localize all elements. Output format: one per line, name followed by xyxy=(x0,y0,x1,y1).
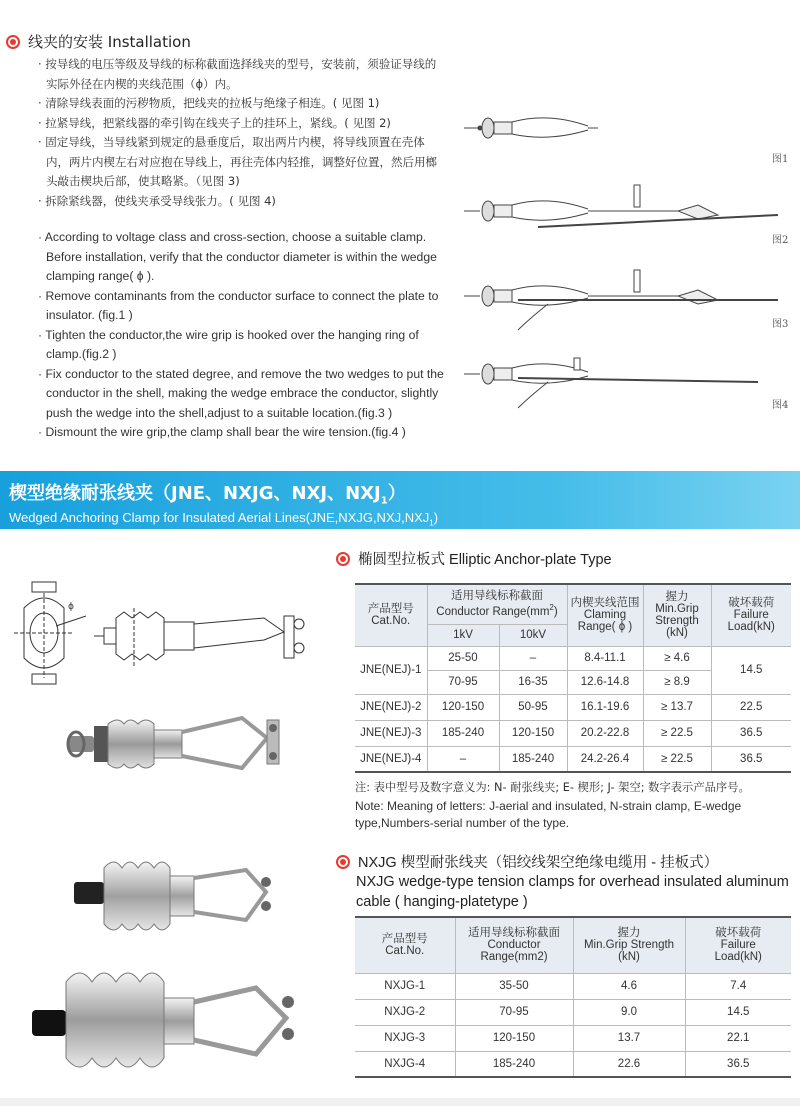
red-target-bullet-icon xyxy=(6,35,20,49)
installation-diagram xyxy=(458,100,798,430)
nxjg-title xyxy=(336,851,718,872)
step-en-4: · Fix conductor to the stated degree, and remove the two wedges to put the conductor in the shell, making the wedge embrace the conductor, slightly push the wedge into the shell,adjust to a suitable location.(fig.3 ) xyxy=(38,366,444,420)
clamp-technical-drawing xyxy=(14,578,334,692)
elliptic-title xyxy=(336,548,612,569)
step-cn-1: · 按导线的电压等级及导线的标称截面选择线夹的型号，安装前，须验证导线的实际外径在内楔的夹线范围（ϕ）内。 xyxy=(38,57,437,91)
installation-steps-en xyxy=(38,228,446,443)
note-cn: 注: 表中型号及数字意义为: N- 耐张线夹; E- 楔形; J- 架空; 数字表示产品序号。 xyxy=(355,781,750,794)
table-row: NXJG-2 70-95 9.0 14.5 xyxy=(355,999,791,1025)
table-row: NXJG-1 35-50 4.6 7.4 xyxy=(355,973,791,999)
jne-clamp-photo xyxy=(62,698,312,792)
header-failure-load: 破坏载荷 Failure Load(kN) xyxy=(711,584,791,646)
step-cn-2: · 清除导线表面的污秽物质，把线夹的拉板与绝缘子相连。( 见图 1) xyxy=(38,96,380,110)
header-grip-strength: 握力 Min.Grip Strength (kN) xyxy=(573,917,685,973)
table-row: 70-95 16-35 12.6-14.8 ≥ 8.9 xyxy=(355,670,791,694)
table-row: NXJG-3 120-150 13.7 22.1 xyxy=(355,1025,791,1051)
installation-title-text: 线夹的安装 Installation xyxy=(28,33,191,51)
elliptic-spec-table xyxy=(355,583,791,773)
installation-figures xyxy=(458,100,798,430)
header-conductor-range: 适用导线标称截面 Conductor $Range(mm^2)$ xyxy=(427,584,567,624)
banner-title-cn: 楔型绝缘耐张线夹（JNE、NXJG、NXJ、$NXJ_1$） xyxy=(9,483,406,507)
fig-1-label: 图1 xyxy=(772,154,789,165)
nxjg-clamp-photo-1 xyxy=(66,848,286,952)
table-row: JNE(NEJ)-2 120-150 50-95 16.1-19.6 ≥ 13.7 22.5 xyxy=(355,694,791,720)
header-10kv: 10kV xyxy=(499,624,567,646)
installation-title xyxy=(6,31,191,52)
table-row: JNE(NEJ)-1 25-50 – 8.4-11.1 ≥ 4.6 14.5 xyxy=(355,646,791,670)
step-en-5: · Dismount the wire grip,the clamp shall bear the wire tension.(fig.4 ) xyxy=(38,425,406,439)
red-target-bullet-icon xyxy=(336,855,350,869)
table-row: JNE(NEJ)-4 – 185-240 24.2-26.4 ≥ 22.5 36.5 xyxy=(355,746,791,772)
nxjg-spec-table xyxy=(355,916,791,1078)
step-en-2: · Remove contaminants from the conductor surface to connect the plate to insulator. (fig.1 ) xyxy=(38,288,439,322)
table-row: JNE(NEJ)-3 185-240 120-150 20.2-22.8 ≥ 22.5 36.5 xyxy=(355,720,791,746)
step-cn-4: · 固定导线，当导线紧到规定的悬垂度后，取出两片内楔，将导线顶置在壳体内，两片内楔左右对应抱在导线上，再往壳体内轻推，调整好位置，然后用榔头敲击楔块后部，使其略紧。（见图 3) xyxy=(38,135,437,188)
header-model: 产品型号 Cat.No. xyxy=(355,584,427,646)
header-clamp-range: 内楔夹线范围 Claming Range( ϕ ) xyxy=(567,584,643,646)
red-target-bullet-icon xyxy=(336,552,350,566)
header-failure-load: 破坏载荷 Failure Load(kN) xyxy=(685,917,791,973)
fig-4-label: 图4 xyxy=(772,400,789,411)
header-1kv: 1kV xyxy=(427,624,499,646)
header-conductor-range: 适用导线标称截面 Conductor Range(mm2) xyxy=(455,917,573,973)
step-en-1: · According to voltage class and cross-section, choose a suitable clamp. Before installation, verify that the conductor diameter is within the wedge clamping range( ϕ ). xyxy=(38,230,437,283)
step-cn-5: · 拆除紧线器，使线夹承受导线张力。( 见图 4) xyxy=(38,193,276,208)
elliptic-title-text: 椭圆型拉板式 Elliptic Anchor-plate Type xyxy=(358,552,612,568)
table-row: NXJG-4 185-240 22.6 36.5 xyxy=(355,1051,791,1077)
page-bottom-divider xyxy=(0,1098,800,1106)
note-en: Note: Meaning of letters: J-aerial and insulated, N-strain clamp, E-wedge type,Numbers-serial number of the type. xyxy=(355,799,742,830)
fig-2-label: 图2 xyxy=(772,235,789,246)
banner-title-en: Wedged Anchoring Clamp for Insulated Aerial $Lines(JNE,NXJG,NXJ,NXJ_1)$ xyxy=(9,509,439,528)
nxjg-clamp-photo-2 xyxy=(26,958,316,1082)
installation-steps-cn xyxy=(38,55,446,211)
step-cn-3: · 拉紧导线，把紧线器的牵引钩在线夹子上的挂环上，紧线。( 见图 2) xyxy=(38,115,391,130)
nxjg-title-text: NXJG 楔型耐张线夹（铝绞线架空绝缘电缆用 - 挂板式） xyxy=(358,855,719,871)
header-model: 产品型号 Cat.No. xyxy=(355,917,455,973)
step-en-3: · Tighten the conductor,the wire grip is hooked over the hanging ring of clamp.(fig.2 ) xyxy=(38,327,419,361)
phi-symbol-label: ϕ xyxy=(68,602,74,612)
fig-3-label: 图3 xyxy=(772,319,789,330)
section-banner xyxy=(0,471,800,529)
header-grip-strength: 握力 Min.Grip Strength (kN) xyxy=(643,584,711,646)
nxjg-title-en: NXJG wedge-type tension clamps for overhead insulated aluminum cable ( hanging-platetype ) xyxy=(356,874,789,910)
